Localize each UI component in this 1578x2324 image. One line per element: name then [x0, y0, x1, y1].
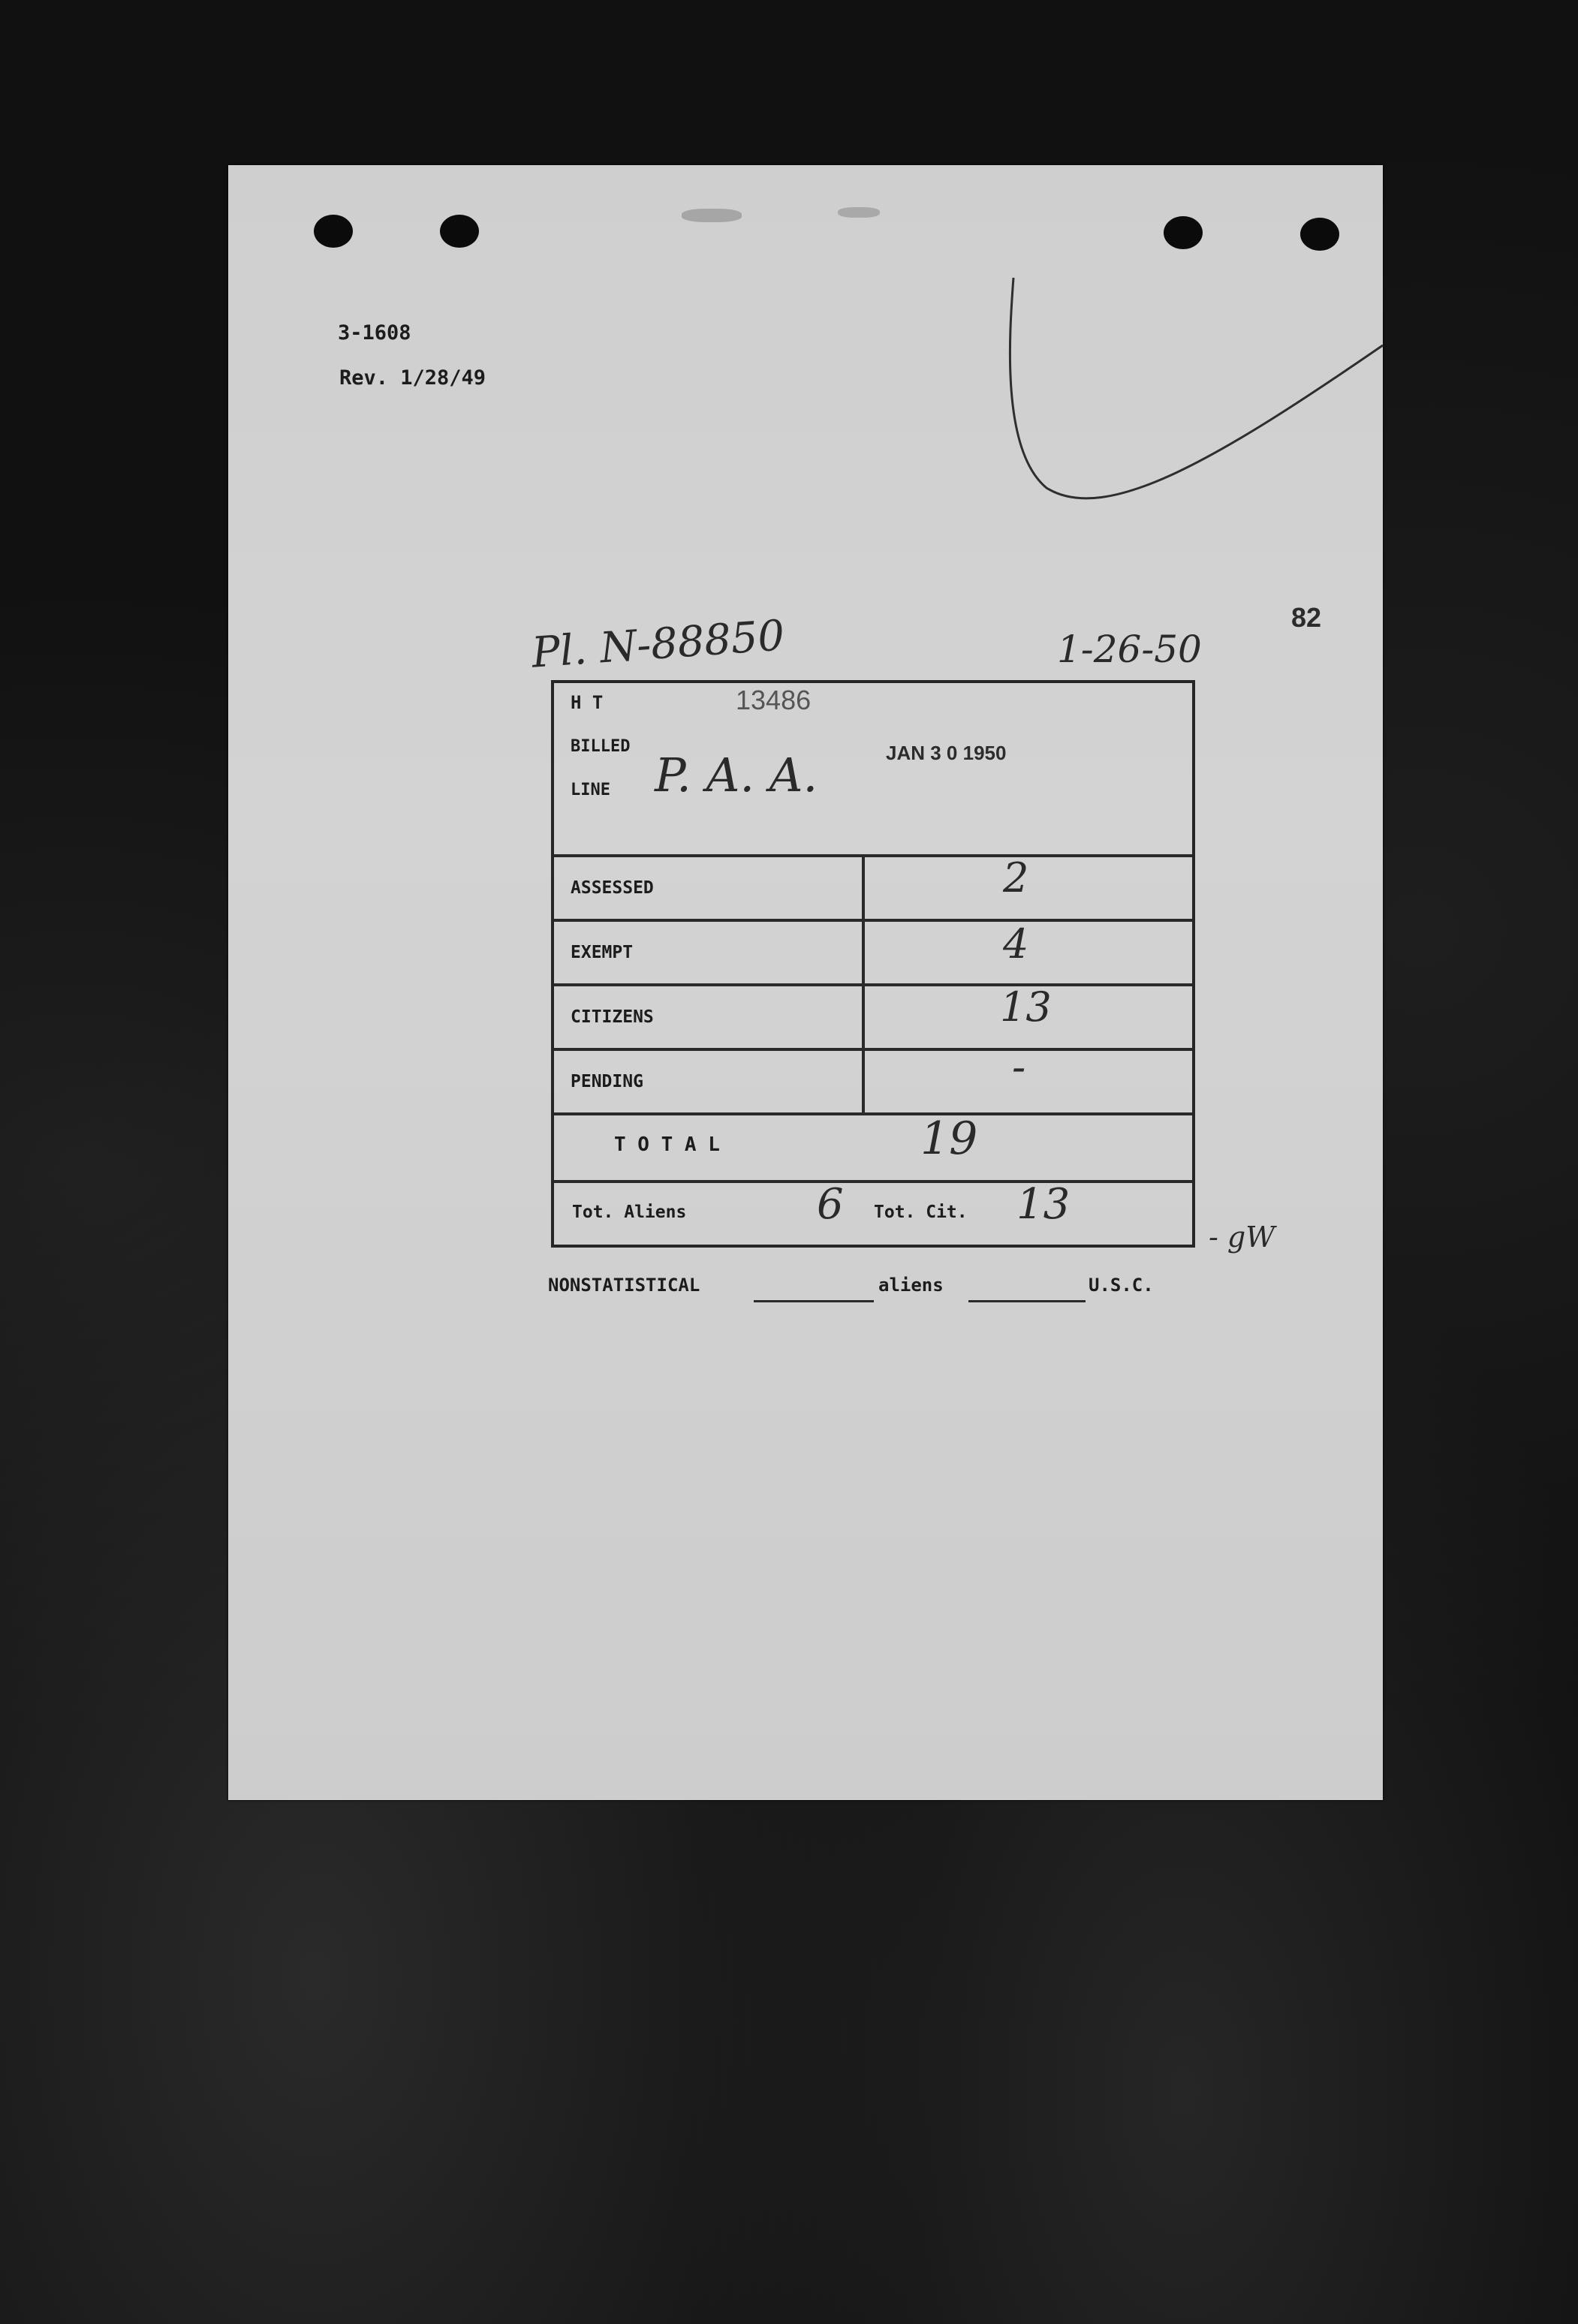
- billed-label: BILLED: [571, 737, 631, 756]
- page-number: 82: [1291, 602, 1322, 633]
- handwritten-date: 1-26-50: [1057, 628, 1202, 671]
- divider: [554, 919, 1192, 922]
- divider: [554, 983, 1192, 986]
- total-label: T O T A L: [614, 1133, 720, 1156]
- divider: [554, 1112, 1192, 1115]
- row-value-assessed: 2: [1003, 854, 1029, 902]
- divider: [554, 854, 1192, 857]
- row-value-exempt: 4: [1003, 920, 1029, 968]
- tot-aliens-label: Tot. Aliens: [572, 1203, 687, 1222]
- form-number: 3-1608: [338, 321, 411, 345]
- received-date-stamp: JAN 3 0 1950: [886, 742, 1007, 764]
- row-label-exempt: EXEMPT: [571, 943, 634, 962]
- reviewer-initials: - gW: [1209, 1221, 1275, 1254]
- nonstatistical-aliens-label: aliens: [878, 1275, 944, 1296]
- tot-cit-label: Tot. Cit.: [874, 1203, 968, 1222]
- total-value: 19: [920, 1112, 978, 1165]
- line-label: LINE: [571, 781, 610, 799]
- tot-cit-value: 13: [1016, 1180, 1071, 1229]
- nonstatistical-usc-label: U.S.C.: [1089, 1275, 1154, 1296]
- divider: [554, 1180, 1192, 1183]
- tot-aliens-value: 6: [817, 1180, 844, 1229]
- divider: [554, 1048, 1192, 1051]
- row-value-pending: -: [1012, 1043, 1026, 1091]
- form-revision: Rev. 1/28/49: [339, 366, 486, 390]
- row-label-citizens: CITIZENS: [571, 1007, 654, 1027]
- aliens-blank: [968, 1300, 1086, 1302]
- manifest-reference: Pl. N-88850: [530, 611, 787, 678]
- nonstatistical-label: NONSTATISTICAL: [548, 1275, 700, 1296]
- nonstatistical-blank: [754, 1300, 874, 1302]
- line-value: P. A. A.: [655, 748, 818, 802]
- row-label-pending: PENDING: [571, 1072, 643, 1091]
- tally-box: [551, 680, 1195, 1248]
- document-page: [228, 165, 1383, 1800]
- row-label-assessed: ASSESSED: [571, 878, 654, 898]
- ht-label: H T: [571, 692, 604, 713]
- row-value-citizens: 13: [1000, 983, 1052, 1031]
- column-divider: [862, 854, 865, 1114]
- ht-value: 13486: [736, 685, 812, 715]
